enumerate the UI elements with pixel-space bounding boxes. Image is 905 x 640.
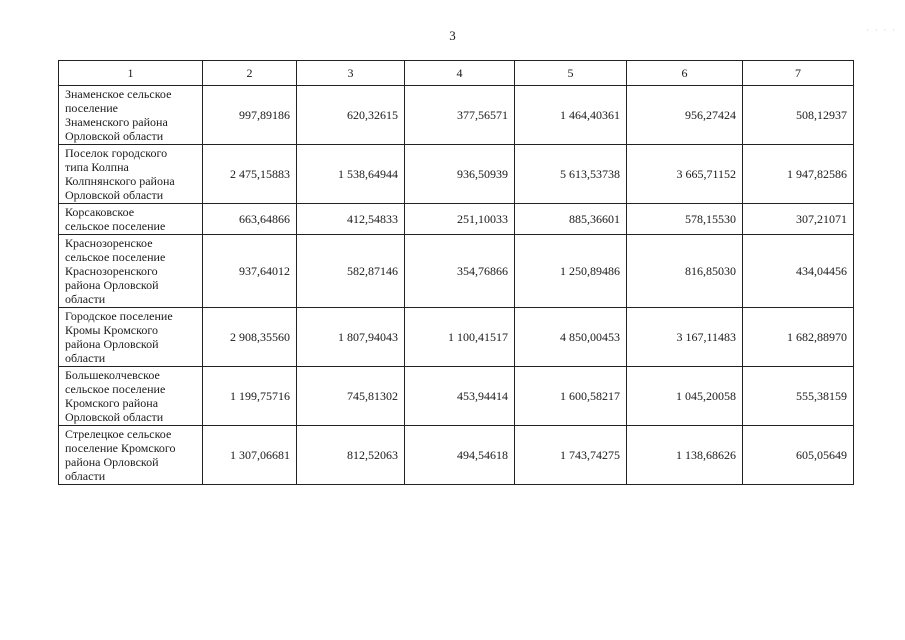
value-cell-col-5: 4 850,00453 [515, 308, 627, 367]
table-row [59, 367, 854, 426]
settlement-name-cell [59, 86, 203, 145]
table-row [59, 235, 854, 308]
column-header-6: 6 [627, 61, 743, 86]
value-cell-col-3: 812,52063 [297, 426, 405, 485]
value-cell-col-2: 1 199,75716 [203, 367, 297, 426]
table-body [59, 86, 854, 485]
settlement-name-line: района Орловской [65, 278, 159, 292]
value-cell-col-2: 2 908,35560 [203, 308, 297, 367]
value-cell-col-7: 1 947,82586 [743, 145, 854, 204]
value-cell-col-3: 745,81302 [297, 367, 405, 426]
settlement-name-line: Большеколчевское [65, 368, 160, 382]
value-cell-col-4: 1 100,41517 [405, 308, 515, 367]
value-cell-col-2: 937,64012 [203, 235, 297, 308]
value-cell-col-6: 1 045,20058 [627, 367, 743, 426]
value-cell-col-4: 251,10033 [405, 204, 515, 235]
value-cell-col-2: 2 475,15883 [203, 145, 297, 204]
settlement-name-line: поселение Кромского [65, 441, 176, 455]
value-cell-col-5: 1 464,40361 [515, 86, 627, 145]
settlement-name-line: области [65, 292, 106, 306]
settlement-name-line: Кромы Кромского [65, 323, 158, 337]
value-cell-col-2: 997,89186 [203, 86, 297, 145]
settlement-name-line: сельское поселение [65, 382, 166, 396]
value-cell-col-3: 1 538,64944 [297, 145, 405, 204]
value-cell-col-5: 5 613,53738 [515, 145, 627, 204]
value-cell-col-6: 1 138,68626 [627, 426, 743, 485]
value-cell-col-6: 3 665,71152 [627, 145, 743, 204]
table-row [59, 86, 854, 145]
settlement-name-line: Колпнянского района [65, 174, 175, 188]
settlement-name-line: сельское поселение [65, 219, 166, 233]
value-cell-col-3: 1 807,94043 [297, 308, 405, 367]
settlement-name-line: Орловской области [65, 188, 164, 202]
scan-artifact: · · · · [866, 26, 897, 35]
value-cell-col-4: 377,56571 [405, 86, 515, 145]
settlement-name-line: типа Колпна [65, 160, 129, 174]
settlement-name-line: Стрелецкое сельское [65, 427, 172, 441]
table-row [59, 308, 854, 367]
column-header-5: 5 [515, 61, 627, 86]
value-cell-col-7: 434,04456 [743, 235, 854, 308]
value-cell-col-2: 663,64866 [203, 204, 297, 235]
settlement-name-line: Кромского района [65, 396, 159, 410]
settlement-name-cell [59, 426, 203, 485]
settlement-name-line: поселение [65, 101, 119, 115]
column-header-4: 4 [405, 61, 515, 86]
value-cell-col-4: 453,94414 [405, 367, 515, 426]
value-cell-col-6: 816,85030 [627, 235, 743, 308]
value-cell-col-4: 936,50939 [405, 145, 515, 204]
settlement-name-line: района Орловской [65, 337, 159, 351]
value-cell-col-3: 620,32615 [297, 86, 405, 145]
settlement-name-cell [59, 308, 203, 367]
settlement-name-cell [59, 145, 203, 204]
settlement-name-line: района Орловской [65, 455, 159, 469]
table-row [59, 204, 854, 235]
settlement-name-line: сельское поселение [65, 250, 166, 264]
header-row [59, 61, 854, 86]
value-cell-col-6: 3 167,11483 [627, 308, 743, 367]
value-cell-col-4: 494,54618 [405, 426, 515, 485]
settlement-name-line: Краснозоренского [65, 264, 158, 278]
data-table [58, 60, 854, 485]
column-header-2: 2 [203, 61, 297, 86]
value-cell-col-7: 307,21071 [743, 204, 854, 235]
value-cell-col-3: 412,54833 [297, 204, 405, 235]
settlement-name-cell [59, 204, 203, 235]
value-cell-col-4: 354,76866 [405, 235, 515, 308]
settlement-name-line: Знаменское сельское [65, 87, 172, 101]
settlement-name-line: Знаменского района [65, 115, 168, 129]
page-number: 3 [449, 28, 456, 43]
value-cell-col-5: 1 250,89486 [515, 235, 627, 308]
column-header-1: 1 [59, 61, 203, 86]
value-cell-col-5: 1 743,74275 [515, 426, 627, 485]
value-cell-col-6: 956,27424 [627, 86, 743, 145]
settlement-name-line: Орловской области [65, 410, 164, 424]
value-cell-col-5: 1 600,58217 [515, 367, 627, 426]
settlement-name-line: Поселок городского [65, 146, 168, 160]
value-cell-col-6: 578,15530 [627, 204, 743, 235]
settlement-name-line: области [65, 469, 106, 483]
settlement-name-line: Городское поселение [65, 309, 173, 323]
value-cell-col-5: 885,36601 [515, 204, 627, 235]
value-cell-col-7: 508,12937 [743, 86, 854, 145]
value-cell-col-7: 1 682,88970 [743, 308, 854, 367]
settlement-name-line: Краснозоренское [65, 236, 153, 250]
settlement-name-line: Орловской области [65, 129, 164, 143]
settlement-name-line: Корсаковское [65, 205, 135, 219]
value-cell-col-2: 1 307,06681 [203, 426, 297, 485]
settlement-name-cell [59, 367, 203, 426]
value-cell-col-7: 555,38159 [743, 367, 854, 426]
table-row [59, 145, 854, 204]
value-cell-col-7: 605,05649 [743, 426, 854, 485]
table-row [59, 426, 854, 485]
column-header-7: 7 [743, 61, 854, 86]
settlement-name-cell [59, 235, 203, 308]
settlement-name-line: области [65, 351, 106, 365]
value-cell-col-3: 582,87146 [297, 235, 405, 308]
column-header-3: 3 [297, 61, 405, 86]
